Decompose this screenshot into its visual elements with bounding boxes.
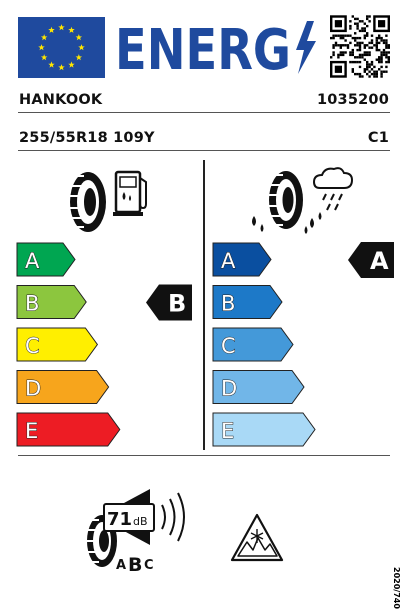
three-peak-snowflake-icon bbox=[229, 512, 285, 564]
noise-tyre-icon bbox=[78, 485, 198, 575]
energy-wordmark bbox=[115, 17, 320, 78]
brand-name: HANKOOK bbox=[19, 92, 103, 108]
noise-unit: dB bbox=[133, 515, 148, 528]
fuel-class-b bbox=[17, 286, 86, 319]
wet-class-label: C bbox=[221, 334, 236, 358]
wet-rating-marker bbox=[348, 242, 394, 278]
wet-class-c bbox=[213, 328, 293, 361]
fuel-class-label: D bbox=[25, 376, 42, 401]
fuel-class-c bbox=[17, 328, 97, 361]
divider-top bbox=[18, 112, 390, 113]
wet-grip-tyre-icon bbox=[246, 164, 361, 236]
noise-class-c: C bbox=[144, 558, 154, 573]
noise-class-a: A bbox=[116, 558, 127, 573]
fuel-class-label: A bbox=[25, 249, 40, 273]
wet-class-label: D bbox=[221, 376, 238, 401]
tyre-class: C1 bbox=[367, 130, 389, 146]
wet-class-label: A bbox=[221, 249, 236, 273]
fuel-rating-marker bbox=[146, 285, 192, 321]
wet-class-a bbox=[213, 243, 271, 276]
energy-title: ENERG bbox=[115, 18, 291, 78]
wet-class-d bbox=[213, 371, 304, 404]
noise-class-b: B bbox=[128, 554, 143, 575]
regulation-code: 2020/740 bbox=[392, 567, 401, 609]
fuel-class-label: C bbox=[25, 334, 40, 358]
wet-grip-scale bbox=[212, 240, 397, 456]
article-number: 1035200 bbox=[316, 92, 389, 108]
wet-class-label: B bbox=[221, 291, 236, 316]
fuel-class-label: E bbox=[25, 419, 39, 443]
wet-class-label: E bbox=[221, 419, 235, 443]
fuel-efficiency-scale bbox=[16, 240, 204, 456]
fuel-class-label: B bbox=[25, 291, 40, 316]
tyre-size: 255/55R18 109Y bbox=[19, 130, 155, 146]
fuel-class-d bbox=[17, 371, 109, 404]
fuel-rating-letter: B bbox=[168, 289, 187, 318]
noise-value: 71 bbox=[107, 509, 133, 530]
qr-code-icon[interactable] bbox=[330, 15, 390, 78]
fuel-class-e bbox=[17, 413, 120, 446]
eu-flag-icon bbox=[18, 17, 105, 78]
wet-class-b bbox=[213, 286, 282, 319]
fuel-class-a bbox=[17, 243, 75, 276]
wet-class-e bbox=[213, 413, 315, 446]
wet-rating-letter: A bbox=[370, 247, 389, 275]
divider-middle bbox=[18, 150, 390, 151]
fuel-tyre-icon bbox=[58, 164, 158, 236]
